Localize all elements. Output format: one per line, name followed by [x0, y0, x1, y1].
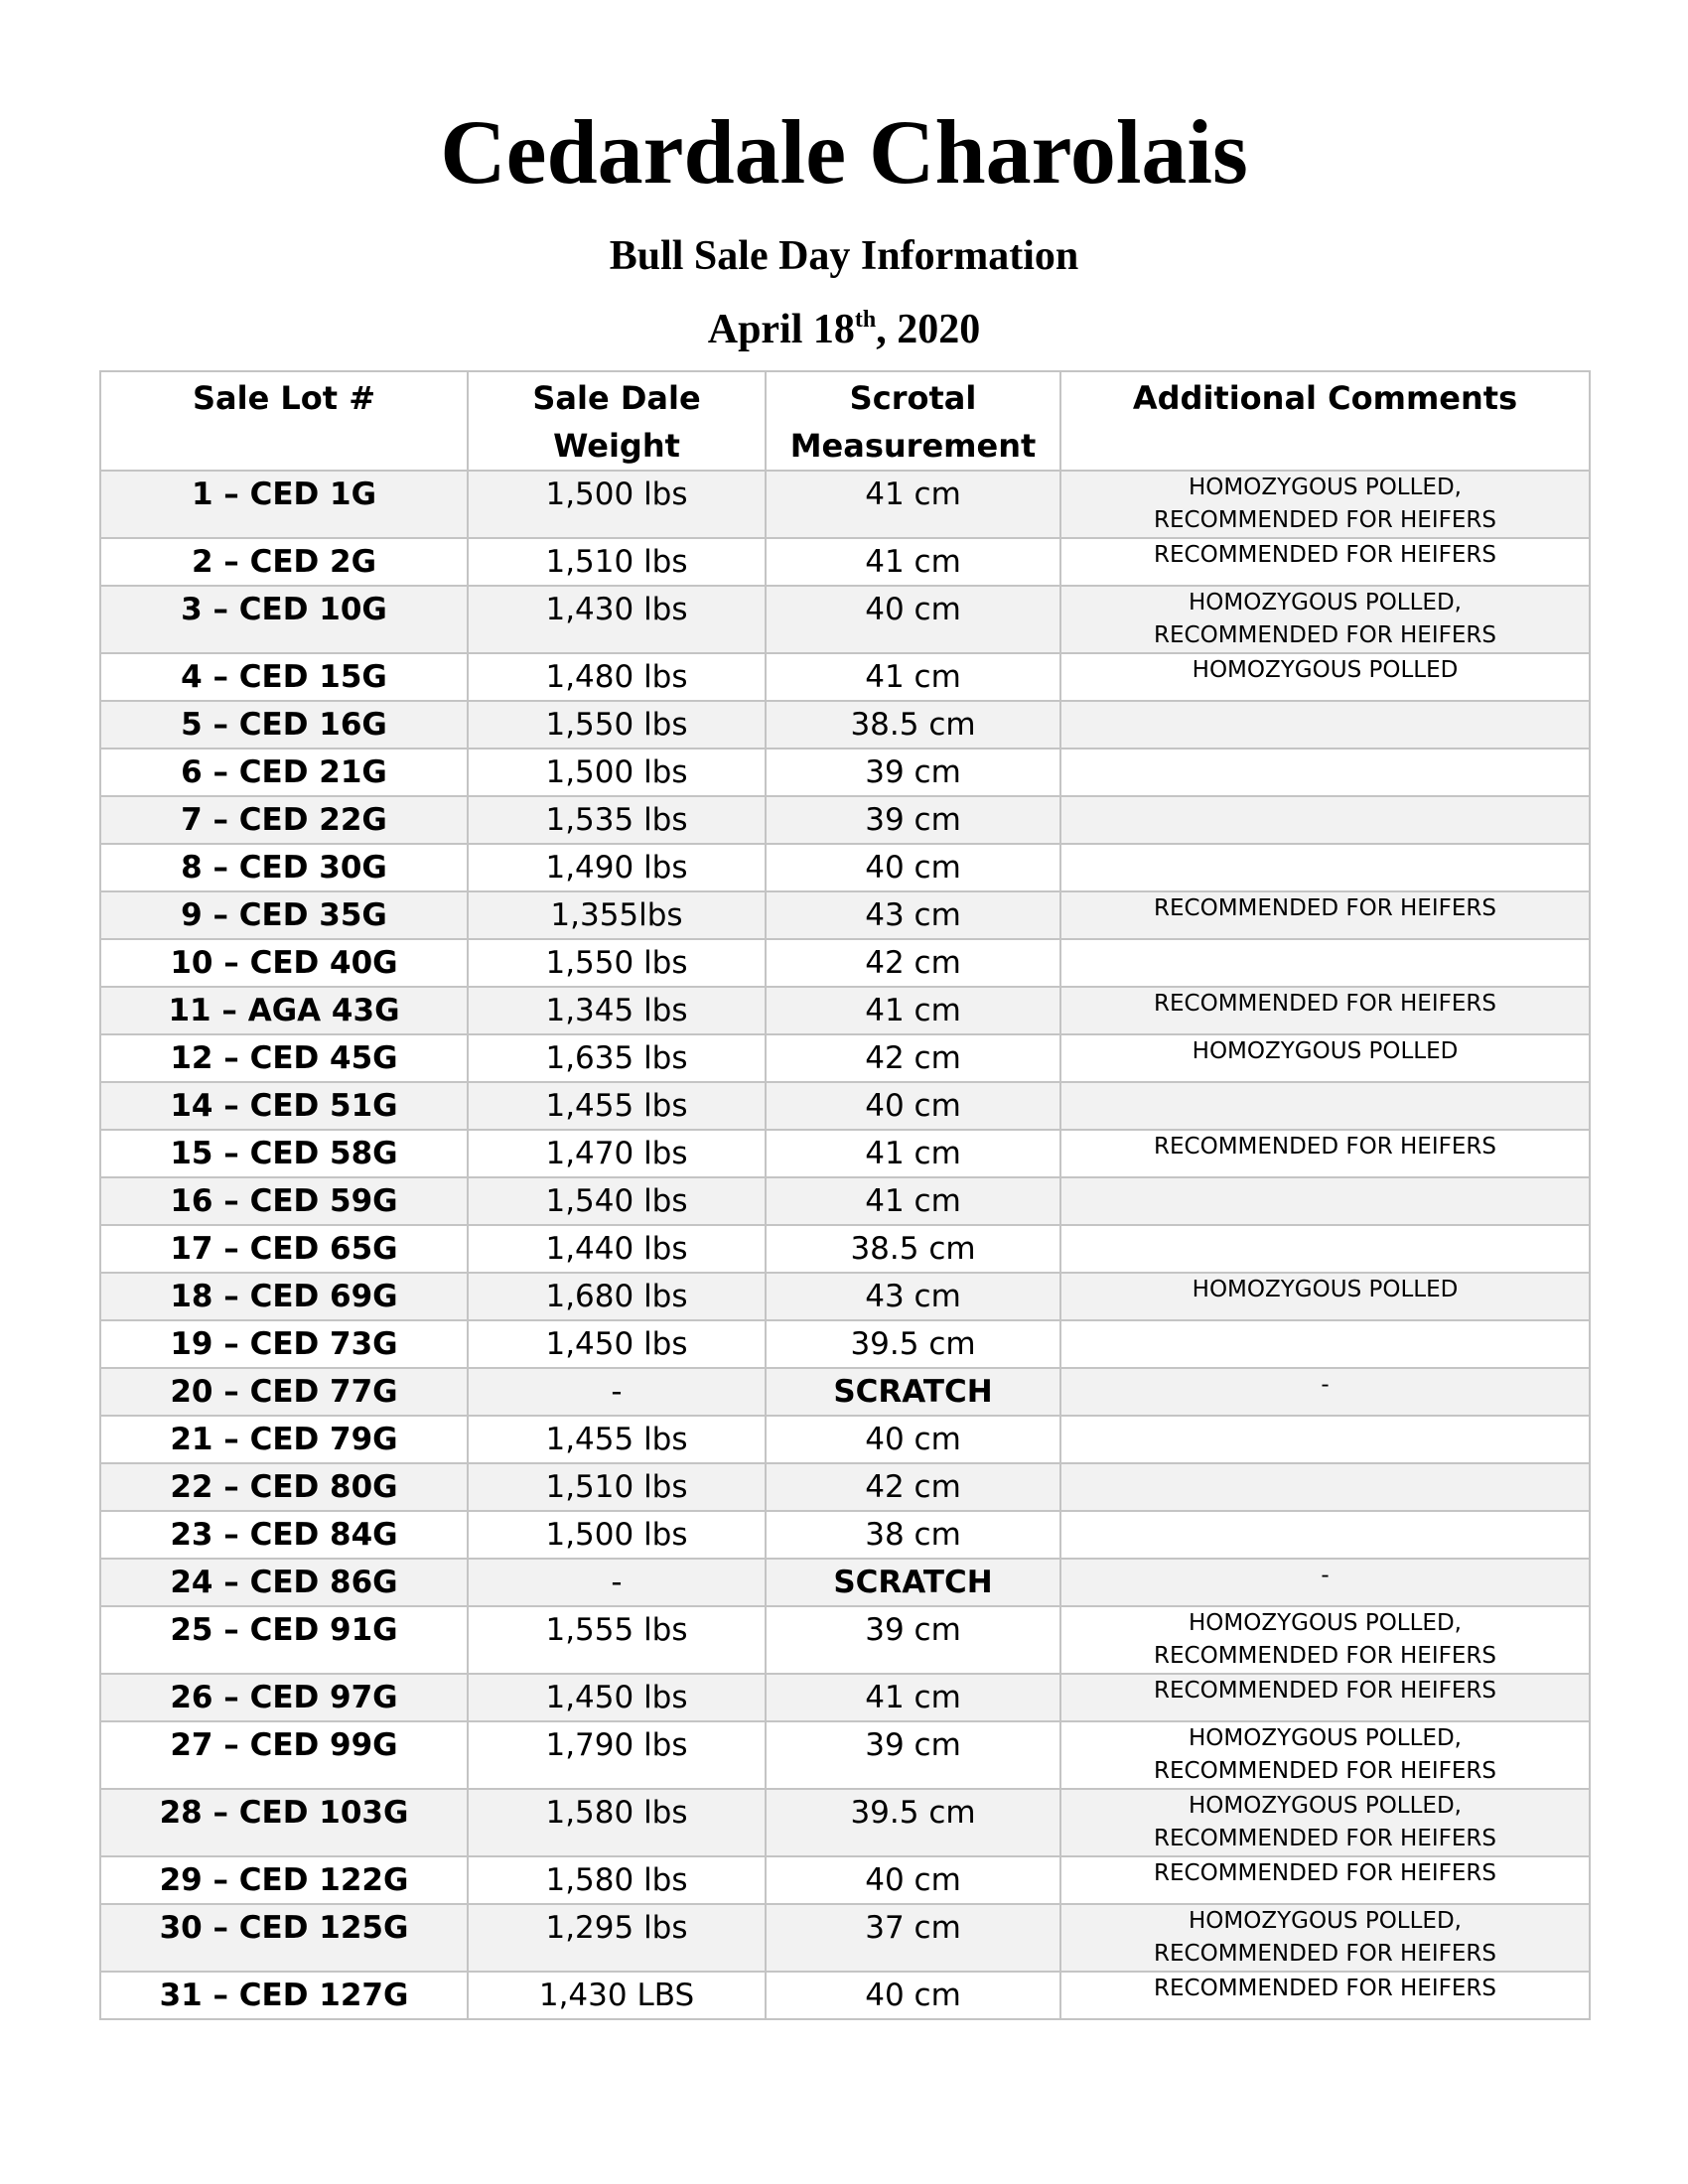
additional-comments-cell — [1060, 987, 1590, 1034]
table-row — [100, 1904, 1590, 1972]
comment-line: - — [1321, 1563, 1330, 1588]
comment-line: HOMOZYGOUS POLLED, — [1189, 1725, 1462, 1751]
table-row — [100, 1721, 1590, 1789]
additional-comments-cell — [1060, 1463, 1590, 1511]
scrotal-measurement-cell: 41 cm — [766, 471, 1060, 538]
comment-line: HOMOZYGOUS POLLED — [1192, 1038, 1459, 1064]
sale-lot-cell: 24 – CED 86G — [100, 1559, 468, 1606]
table-row — [100, 1225, 1590, 1273]
sale-lot-cell: 16 – CED 59G — [100, 1177, 468, 1225]
table-row — [100, 1034, 1590, 1082]
column-header-comments — [1060, 371, 1590, 471]
scrotal-measurement-cell: 42 cm — [766, 939, 1060, 987]
document-title: Cedardale Charolais — [440, 101, 1248, 203]
scrotal-measurement-cell: SCRATCH — [766, 1559, 1060, 1606]
table-header-row — [100, 371, 1590, 471]
comment-line: RECOMMENDED FOR HEIFERS — [1154, 895, 1496, 921]
scrotal-measurement-cell: 41 cm — [766, 987, 1060, 1034]
table-row — [100, 1416, 1590, 1463]
sale-lot-cell: 30 – CED 125G — [100, 1904, 468, 1972]
sale-weight-cell: 1,790 lbs — [468, 1721, 766, 1789]
additional-comments-cell — [1060, 1606, 1590, 1674]
comment-line: HOMOZYGOUS POLLED, — [1189, 590, 1462, 615]
table-row — [100, 538, 1590, 586]
additional-comments-cell — [1060, 1225, 1590, 1273]
additional-comments-cell — [1060, 1034, 1590, 1082]
scrotal-measurement-cell: 40 cm — [766, 1972, 1060, 2019]
scrotal-measurement-cell: 37 cm — [766, 1904, 1060, 1972]
sale-lot-cell: 9 – CED 35G — [100, 891, 468, 939]
scrotal-measurement-cell: 42 cm — [766, 1034, 1060, 1082]
sale-weight-cell: 1,550 lbs — [468, 701, 766, 749]
table-row — [100, 1856, 1590, 1904]
sale-weight-cell: 1,510 lbs — [468, 1463, 766, 1511]
sale-lot-cell: 27 – CED 99G — [100, 1721, 468, 1789]
scrotal-measurement-cell: 41 cm — [766, 653, 1060, 701]
table-row — [100, 1511, 1590, 1559]
sale-lot-cell: 11 – AGA 43G — [100, 987, 468, 1034]
table-row — [100, 1130, 1590, 1177]
sale-date-suffix: th — [854, 307, 877, 333]
sale-weight-cell: 1,455 lbs — [468, 1082, 766, 1130]
column-header-comments-label: Additional Comments — [1132, 379, 1518, 417]
additional-comments-cell — [1060, 1972, 1590, 2019]
comment-line: HOMOZYGOUS POLLED — [1192, 657, 1459, 683]
sale-weight-cell: 1,500 lbs — [468, 471, 766, 538]
sale-date-year: , 2020 — [876, 307, 981, 352]
sale-lot-cell: 19 – CED 73G — [100, 1320, 468, 1368]
scrotal-measurement-cell: 38.5 cm — [766, 1225, 1060, 1273]
sale-weight-cell: 1,635 lbs — [468, 1034, 766, 1082]
scrotal-measurement-cell: 39 cm — [766, 749, 1060, 796]
sale-lot-cell: 14 – CED 51G — [100, 1082, 468, 1130]
column-header-scrotal-line1: Scrotal — [849, 379, 977, 417]
table-row — [100, 1606, 1590, 1674]
additional-comments-cell — [1060, 1856, 1590, 1904]
comment-line: RECOMMENDED FOR HEIFERS — [1154, 622, 1496, 648]
additional-comments-cell — [1060, 701, 1590, 749]
table-row — [100, 939, 1590, 987]
scrotal-measurement-cell: 40 cm — [766, 1856, 1060, 1904]
scrotal-measurement-cell: 38.5 cm — [766, 701, 1060, 749]
sale-lot-cell: 2 – CED 2G — [100, 538, 468, 586]
table-row — [100, 1559, 1590, 1606]
sale-weight-cell: 1,490 lbs — [468, 844, 766, 891]
column-header-weight-line1: Sale Dale — [532, 379, 701, 417]
comment-line: RECOMMENDED FOR HEIFERS — [1154, 1758, 1496, 1784]
comment-line: HOMOZYGOUS POLLED, — [1189, 1793, 1462, 1819]
scrotal-measurement-cell: 39 cm — [766, 796, 1060, 844]
sale-weight-cell: 1,555 lbs — [468, 1606, 766, 1674]
comment-line: HOMOZYGOUS POLLED, — [1189, 1908, 1462, 1934]
additional-comments-cell — [1060, 1130, 1590, 1177]
table-row — [100, 1368, 1590, 1416]
sale-weight-cell: 1,500 lbs — [468, 749, 766, 796]
additional-comments-cell — [1060, 1082, 1590, 1130]
scrotal-measurement-cell: 39.5 cm — [766, 1789, 1060, 1856]
additional-comments-cell — [1060, 1789, 1590, 1856]
sale-lot-cell: 12 – CED 45G — [100, 1034, 468, 1082]
comment-line: RECOMMENDED FOR HEIFERS — [1154, 1826, 1496, 1851]
additional-comments-cell — [1060, 653, 1590, 701]
scrotal-measurement-cell: SCRATCH — [766, 1368, 1060, 1416]
additional-comments-cell — [1060, 1177, 1590, 1225]
comment-line: HOMOZYGOUS POLLED, — [1189, 475, 1462, 500]
scrotal-measurement-cell: 40 cm — [766, 1416, 1060, 1463]
sale-weight-cell: 1,455 lbs — [468, 1416, 766, 1463]
additional-comments-cell — [1060, 471, 1590, 538]
scrotal-measurement-cell: 39 cm — [766, 1721, 1060, 1789]
column-header-lot-label: Sale Lot # — [192, 379, 376, 417]
sale-weight-cell: 1,580 lbs — [468, 1789, 766, 1856]
additional-comments-cell — [1060, 939, 1590, 987]
scrotal-measurement-cell: 40 cm — [766, 1082, 1060, 1130]
sale-lot-cell: 31 – CED 127G — [100, 1972, 468, 2019]
table-row — [100, 1463, 1590, 1511]
sale-date — [0, 304, 1688, 355]
sale-lot-cell: 4 – CED 15G — [100, 653, 468, 701]
table-row — [100, 701, 1590, 749]
table-row — [100, 1789, 1590, 1856]
sale-lot-cell: 28 – CED 103G — [100, 1789, 468, 1856]
additional-comments-cell — [1060, 1559, 1590, 1606]
sale-lot-cell: 26 – CED 97G — [100, 1674, 468, 1721]
comment-line: RECOMMENDED FOR HEIFERS — [1154, 991, 1496, 1017]
scrotal-measurement-cell: 39.5 cm — [766, 1320, 1060, 1368]
sale-lot-cell: 25 – CED 91G — [100, 1606, 468, 1674]
sale-lot-cell: 20 – CED 77G — [100, 1368, 468, 1416]
sale-weight-cell: 1,580 lbs — [468, 1856, 766, 1904]
scrotal-measurement-cell: 41 cm — [766, 1130, 1060, 1177]
sale-weight-cell: - — [468, 1368, 766, 1416]
sale-lot-cell: 15 – CED 58G — [100, 1130, 468, 1177]
sale-lot-cell: 23 – CED 84G — [100, 1511, 468, 1559]
table-row — [100, 1273, 1590, 1320]
additional-comments-cell — [1060, 1904, 1590, 1972]
additional-comments-cell — [1060, 1511, 1590, 1559]
sale-weight-cell: 1,680 lbs — [468, 1273, 766, 1320]
comment-line: RECOMMENDED FOR HEIFERS — [1154, 1134, 1496, 1160]
sale-weight-cell: 1,450 lbs — [468, 1320, 766, 1368]
additional-comments-cell — [1060, 844, 1590, 891]
additional-comments-cell — [1060, 1368, 1590, 1416]
scrotal-measurement-cell: 41 cm — [766, 538, 1060, 586]
sale-lot-cell: 21 – CED 79G — [100, 1416, 468, 1463]
scrotal-measurement-cell: 38 cm — [766, 1511, 1060, 1559]
sale-weight-cell: 1,450 lbs — [468, 1674, 766, 1721]
additional-comments-cell — [1060, 891, 1590, 939]
sale-weight-cell: 1,510 lbs — [468, 538, 766, 586]
sale-weight-cell: 1,295 lbs — [468, 1904, 766, 1972]
sale-lot-cell: 10 – CED 40G — [100, 939, 468, 987]
scrotal-measurement-cell: 43 cm — [766, 1273, 1060, 1320]
sale-weight-cell: - — [468, 1559, 766, 1606]
sale-weight-cell: 1,355lbs — [468, 891, 766, 939]
table-row — [100, 749, 1590, 796]
sale-lot-cell: 29 – CED 122G — [100, 1856, 468, 1904]
table-row — [100, 1320, 1590, 1368]
table-row — [100, 471, 1590, 538]
sale-lot-cell: 22 – CED 80G — [100, 1463, 468, 1511]
additional-comments-cell — [1060, 1674, 1590, 1721]
additional-comments-cell — [1060, 749, 1590, 796]
table-row — [100, 1674, 1590, 1721]
column-header-scrotal-line2: Measurement — [789, 427, 1037, 465]
sale-weight-cell: 1,550 lbs — [468, 939, 766, 987]
table-row — [100, 891, 1590, 939]
scrotal-measurement-cell: 42 cm — [766, 1463, 1060, 1511]
comment-line: RECOMMENDED FOR HEIFERS — [1154, 507, 1496, 533]
additional-comments-cell — [1060, 1320, 1590, 1368]
scrotal-measurement-cell: 39 cm — [766, 1606, 1060, 1674]
scrotal-measurement-cell: 41 cm — [766, 1177, 1060, 1225]
sale-weight-cell: 1,430 LBS — [468, 1972, 766, 2019]
table-row — [100, 796, 1590, 844]
sale-lot-cell: 5 – CED 16G — [100, 701, 468, 749]
sale-lot-cell: 1 – CED 1G — [100, 471, 468, 538]
sale-weight-cell: 1,430 lbs — [468, 586, 766, 653]
table-row — [100, 586, 1590, 653]
column-header-lot — [100, 371, 468, 471]
sale-lot-cell: 8 – CED 30G — [100, 844, 468, 891]
additional-comments-cell — [1060, 1721, 1590, 1789]
additional-comments-cell — [1060, 538, 1590, 586]
sale-lot-cell: 6 – CED 21G — [100, 749, 468, 796]
comment-line: RECOMMENDED FOR HEIFERS — [1154, 1860, 1496, 1886]
comment-line: RECOMMENDED FOR HEIFERS — [1154, 542, 1496, 568]
additional-comments-cell — [1060, 1416, 1590, 1463]
comment-line: RECOMMENDED FOR HEIFERS — [1154, 1941, 1496, 1967]
sale-weight-cell: 1,480 lbs — [468, 653, 766, 701]
sale-lot-cell: 18 – CED 69G — [100, 1273, 468, 1320]
sale-lot-cell: 3 – CED 10G — [100, 586, 468, 653]
sale-weight-cell: 1,540 lbs — [468, 1177, 766, 1225]
document-subtitle: Bull Sale Day Information — [609, 233, 1079, 279]
sale-table — [99, 370, 1591, 2020]
column-header-weight-line2: Weight — [553, 427, 680, 465]
table-row — [100, 1082, 1590, 1130]
table-row — [100, 1972, 1590, 2019]
sale-date-month-day: April 18 — [707, 307, 855, 352]
comment-line: RECOMMENDED FOR HEIFERS — [1154, 1643, 1496, 1669]
comment-line: HOMOZYGOUS POLLED, — [1189, 1610, 1462, 1636]
sale-weight-cell: 1,440 lbs — [468, 1225, 766, 1273]
scrotal-measurement-cell: 40 cm — [766, 586, 1060, 653]
comment-line: RECOMMENDED FOR HEIFERS — [1154, 1678, 1496, 1704]
additional-comments-cell — [1060, 796, 1590, 844]
comment-line: RECOMMENDED FOR HEIFERS — [1154, 1976, 1496, 2001]
table-row — [100, 844, 1590, 891]
scrotal-measurement-cell: 40 cm — [766, 844, 1060, 891]
scrotal-measurement-cell: 41 cm — [766, 1674, 1060, 1721]
column-header-scrotal — [766, 371, 1060, 471]
column-header-weight — [468, 371, 766, 471]
sale-lot-cell: 7 – CED 22G — [100, 796, 468, 844]
additional-comments-cell — [1060, 1273, 1590, 1320]
comment-line: - — [1321, 1372, 1330, 1398]
comment-line: HOMOZYGOUS POLLED — [1192, 1277, 1459, 1302]
sale-lot-cell: 17 – CED 65G — [100, 1225, 468, 1273]
table-row — [100, 987, 1590, 1034]
sale-weight-cell: 1,500 lbs — [468, 1511, 766, 1559]
sale-weight-cell: 1,345 lbs — [468, 987, 766, 1034]
sale-weight-cell: 1,470 lbs — [468, 1130, 766, 1177]
sale-weight-cell: 1,535 lbs — [468, 796, 766, 844]
additional-comments-cell — [1060, 586, 1590, 653]
scrotal-measurement-cell: 43 cm — [766, 891, 1060, 939]
table-row — [100, 653, 1590, 701]
table-row — [100, 1177, 1590, 1225]
